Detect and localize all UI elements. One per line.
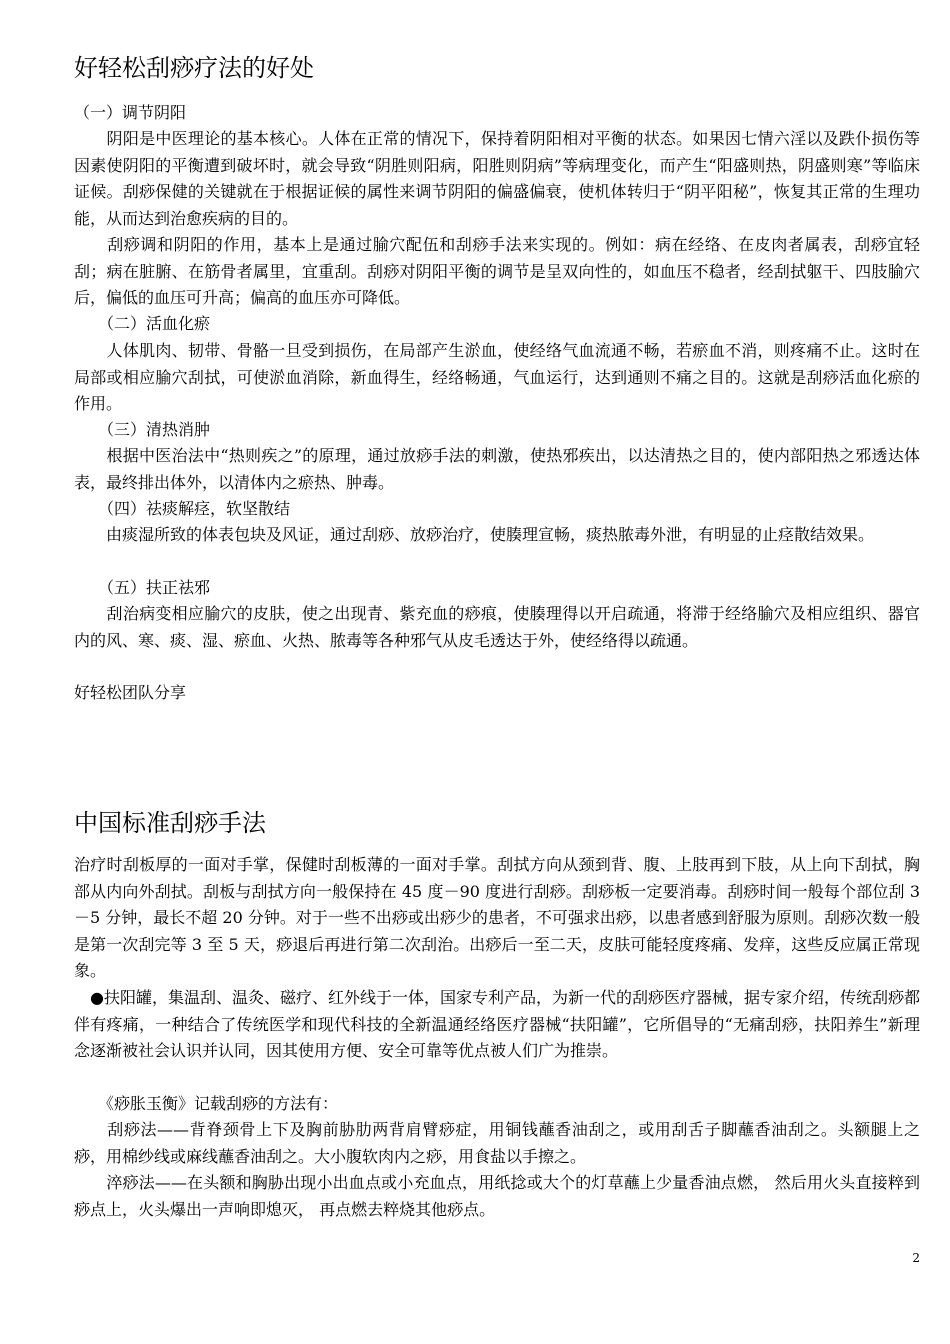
heading-blood-circulation: （二）活血化瘀 — [98, 314, 211, 333]
paragraph-blood-circulation: 人体肌肉、韧带、骨骼一旦受到损伤，在局部产生淤血，使经络气血流通不畅，若瘀血不消，则疼痛不止。这时在局部或相应腧穴刮拭，可使淤血消除，新血得生，经络畅通，气血运行，达到通则不痛之目的。这就是刮痧活血化瘀的作用。 — [74, 341, 920, 413]
heading-phlegm: （四）祛痰解痉，软坚散结 — [98, 499, 291, 518]
paragraph-cui-sha-method: 淬痧法——在头额和胸胁出现小出血点或小充血点，用纸捻或大个的灯草蘸上少量香油点燃， 然后用火头直接粹到痧点上，火头爆出一声响即熄灭， 再点燃去粹烧其他痧点。 — [74, 1173, 920, 1219]
paragraph-shazhang-yuheng: 《痧胀玉衡》记载刮痧的方法有： — [74, 1094, 339, 1113]
paragraph-phlegm: 由痰湿所致的体表包块及风证，通过刮痧、放痧治疗，使腠理宣畅，痰热脓毒外泄，有明显的止痉散结效果。 — [74, 525, 875, 544]
paragraph-yin-yang-method: 刮痧调和阴阳的作用，基本上是通过腧穴配伍和刮痧手法来实现的。例如：病在经络、在皮肉者属表，刮痧宜轻刮；病在脏腑、在筋骨者属里，宜重刮。刮痧对阴阳平衡的调节是呈双向性的，如血压不稳者，经刮拭躯干、四肢腧穴后，偏低的血压可升高；偏高的血压亦可降低。 — [74, 235, 920, 307]
paragraph-clear-heat: 根据中医治法中“热则疾之”的原理，通过放痧手法的刺激，使热邪疾出，以达清热之目的，使内部阳热之邪透达体表，最终排出体外，以清体内之瘀热、肿毒。 — [74, 446, 920, 492]
heading-yin-yang: （一）调节阴阳 — [74, 103, 187, 122]
page-number: 2 — [912, 1251, 920, 1265]
heading-strengthen: （五）扶正祛邪 — [98, 578, 211, 597]
paragraph-method-basics: 治疗时刮板厚的一面对手掌，保健时刮板薄的一面对手掌。刮拭方向从颈到背、腹、上肢再到下肢，从上向下刮拭，胸部从内向外刮拭。刮板与刮拭方向一般保持在 45 度－90 度进行刮痧。刮痧板一定要消毒。刮痧时间一般每个部位刮 3－5 分钟，最长不超 20 分钟。对于一些不出痧或出痧少的患者，不可强求出痧，以患者感到舒服为原则。刮痧次数一般是第一次刮完等 3 至 5 天，痧退后再进行第二次刮治。出痧后一至二天，皮肤可能轻度疼痛、发痒，这些反应属正常现象。 — [74, 855, 920, 980]
paragraph-gua-sha-method: 刮痧法——背脊颈骨上下及胸前胁肋两背肩臂痧症，用铜钱蘸香油刮之，或用刮舌子脚蘸香油刮之。头额腿上之痧，用棉纱线或麻线蘸香油刮之。大小腹软肉内之痧，用食盐以手擦之。 — [74, 1120, 920, 1166]
paragraph-fuyang-jar: ●扶阳罐，集温刮、温灸、磁疗、红外线于一体，国家专利产品，为新一代的刮痧医疗器械，据专家介绍，传统刮痧都伴有疼痛，一种结合了传统医学和现代科技的全新温通经络医疗器械“扶阳罐”，它所倡导的“无痛刮痧，扶阳养生”新理念逐渐被社会认识并认同，因其使用方便、安全可靠等优点被人们广为推崇。 — [74, 988, 920, 1060]
team-share-note: 好轻松团队分享 — [74, 683, 187, 702]
section-title-benefits: 好轻松刮痧疗法的好处 — [74, 54, 314, 82]
paragraph-strengthen: 刮治病变相应腧穴的皮肤，使之出现青、紫充血的痧痕，使腠理得以开启疏通，将滞于经络腧穴及相应组织、器官内的风、寒、痰、湿、瘀血、火热、脓毒等各种邪气从皮毛透达于外，使经络得以疏通。 — [74, 604, 920, 650]
heading-clear-heat: （三）清热消肿 — [98, 420, 211, 439]
section-title-standard-method: 中国标准刮痧手法 — [74, 809, 266, 837]
paragraph-yin-yang: 阴阳是中医理论的基本核心。人体在正常的情况下，保持着阴阳相对平衡的状态。如果因七情六淫以及跌仆损伤等因素使阴阳的平衡遭到破坏时，就会导致“阴胜则阳病，阳胜则阴病”等病理变化，而产生“阳盛则热，阴盛则寒”等临床证候。刮痧保健的关键就在于根据证候的属性来调节阴阳的偏盛偏衰，使机体转归于“阴平阳秘”，恢复其正常的生理功能，从而达到治愈疾病的目的。 — [74, 129, 920, 228]
